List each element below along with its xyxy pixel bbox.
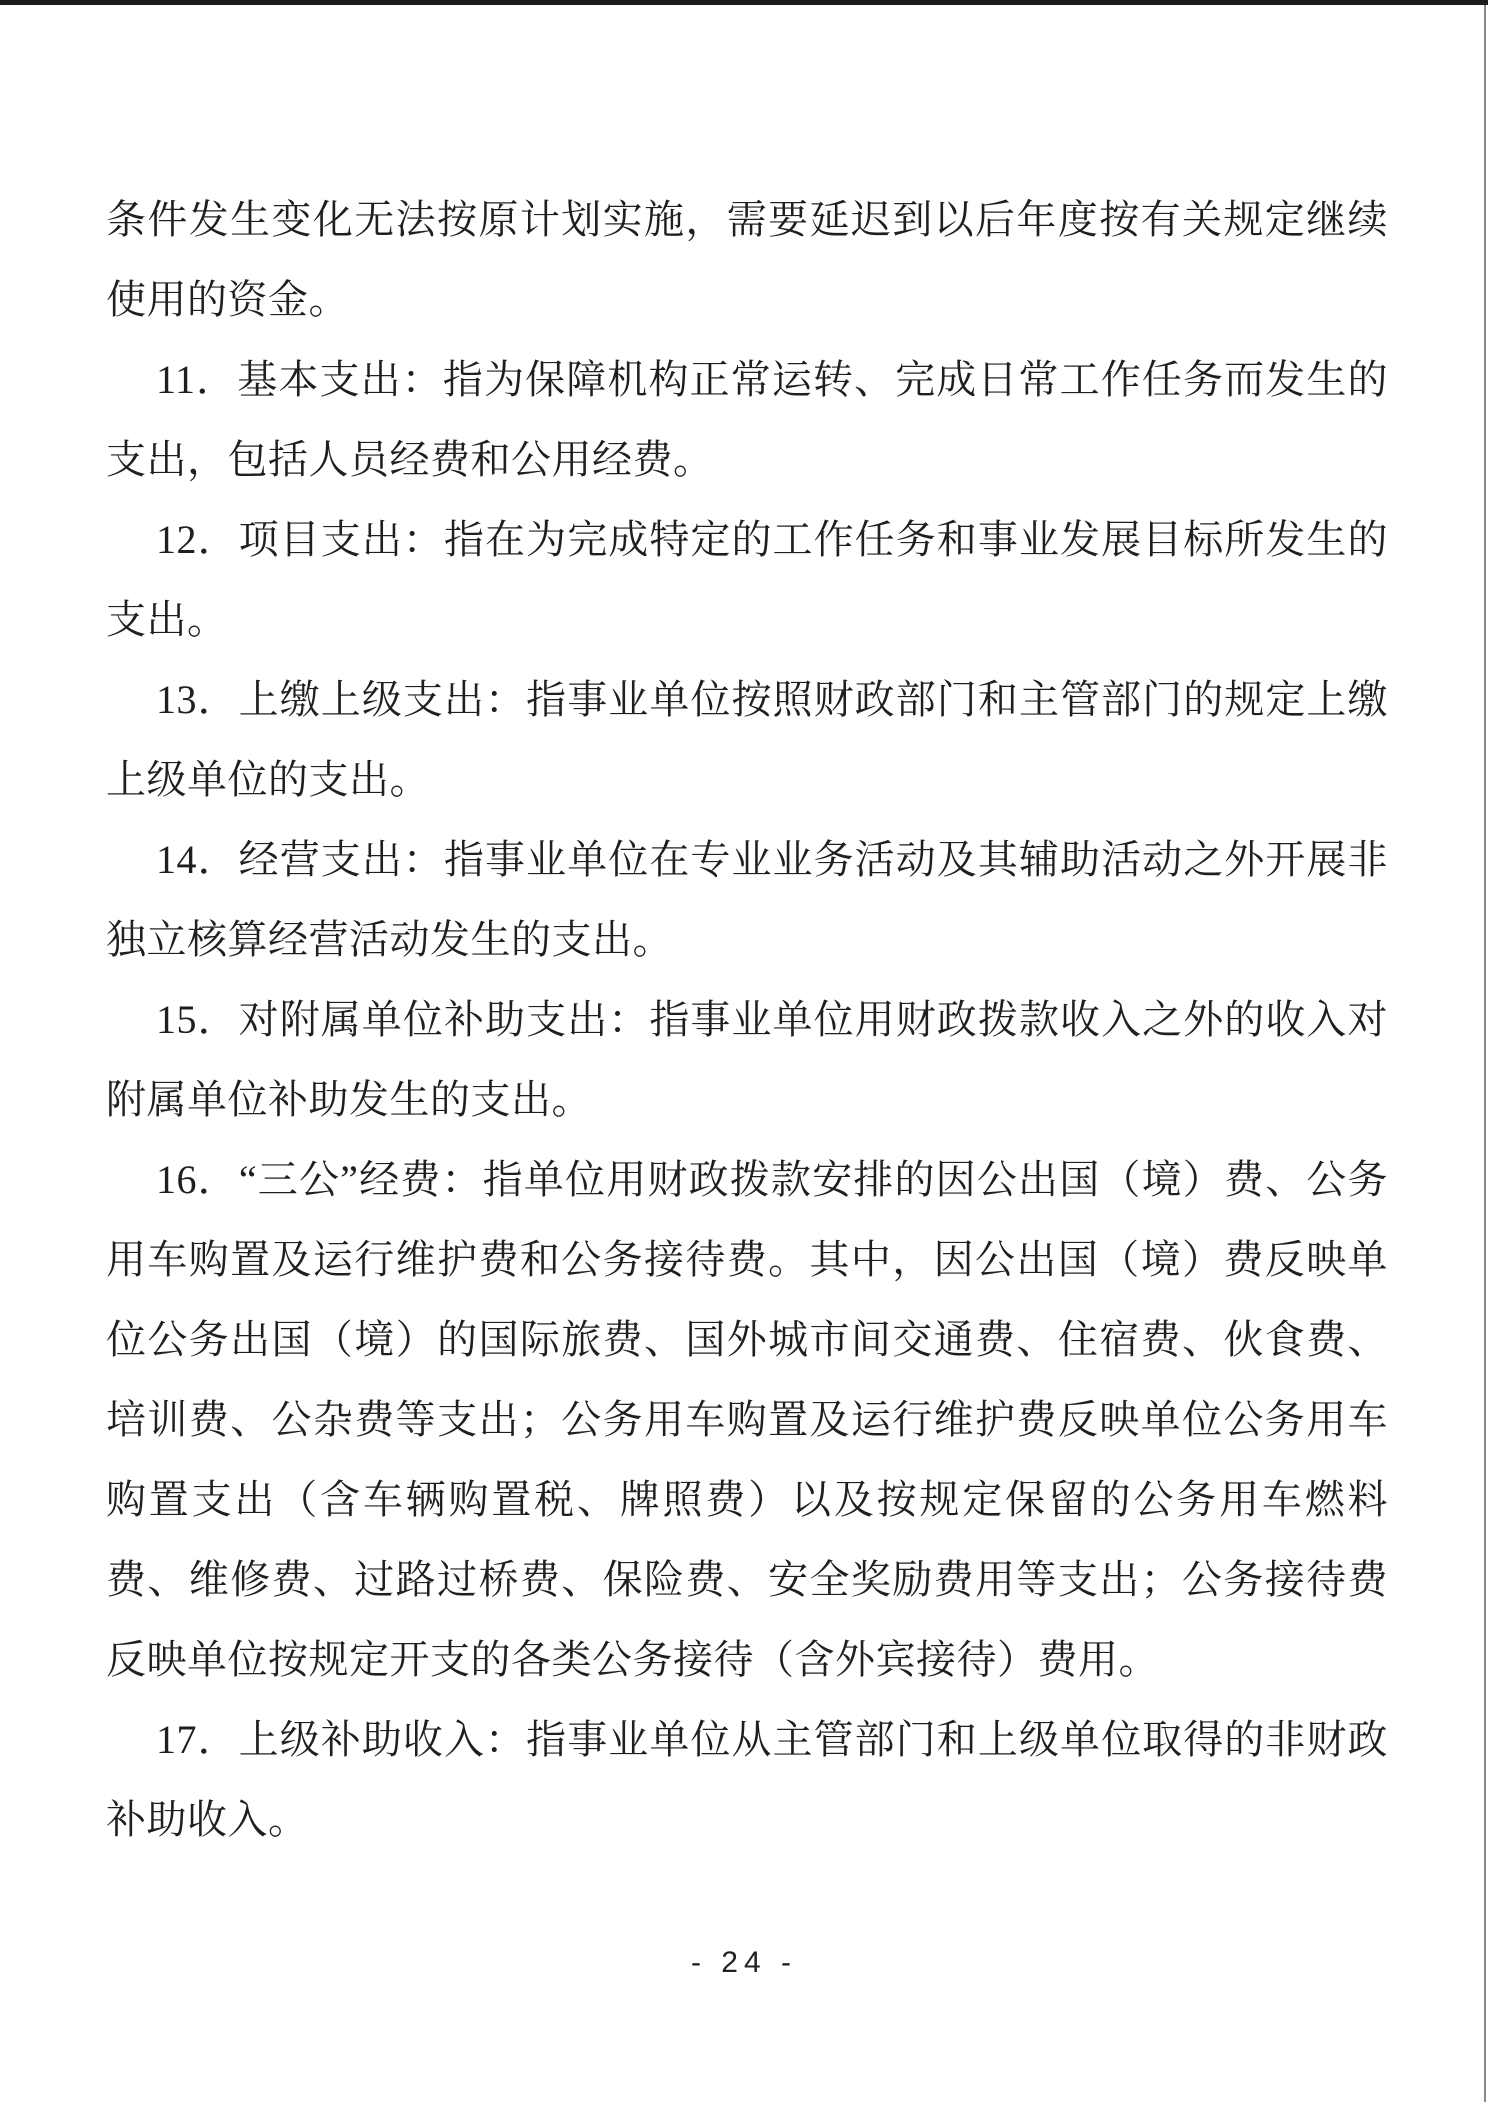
page-number: - 24 - [690,1946,798,1979]
paragraph-13-payment-to-higher-level: 13．上缴上级支出：指事业单位按照财政部门和主管部门的规定上缴上级单位的支出。 [106,677,1388,802]
paragraph-carryover-funds-continuation: 条件发生变化无法按原计划实施，需要延迟到以后年度按有关规定继续使用的资金。 [106,197,1388,322]
top-edge-line [0,0,1488,5]
paragraph-16-three-public-expenses: 16．“三公”经费：指单位用财政拨款安排的因公出国（境）费、公务用车购置及运行维护费和公务接待费。其中，因公出国（境）费反映单位公务出国（境）的国际旅费、国外城市间交通费、住宿费、伙食费、培训费、公杂费等支出；公务用车购置及运行维护费反映单位公务用车购置支出（含车辆购置税、牌照费）以及按规定保留的公务用车燃料费、维修费、过路过桥费、保险费、安全奖励费用等支出；公务接待费反映单位按规定开支的各类公务接待（含外宾接待）费用。 [106,1157,1388,1682]
paragraph-17-higher-level-subsidy-income: 17．上级补助收入：指事业单位从主管部门和上级单位取得的非财政补助收入。 [106,1717,1388,1842]
paragraph-11-basic-expenditure: 11．基本支出：指为保障机构正常运转、完成日常工作任务而发生的支出，包括人员经费和公用经费。 [106,357,1388,482]
paragraph-15-subsidy-to-affiliated-units: 15．对附属单位补助支出：指事业单位用财政拨款收入之外的收入对附属单位补助发生的支出。 [106,997,1388,1122]
paragraph-12-project-expenditure: 12．项目支出：指在为完成特定的工作任务和事业发展目标所发生的支出。 [106,517,1388,642]
right-edge-line [1484,5,1486,2102]
paragraph-14-operating-expenditure: 14．经营支出：指事业单位在专业业务活动及其辅助活动之外开展非独立核算经营活动发生的支出。 [106,837,1388,962]
page-footer [0,1946,1488,1980]
body-text [106,180,1388,1860]
